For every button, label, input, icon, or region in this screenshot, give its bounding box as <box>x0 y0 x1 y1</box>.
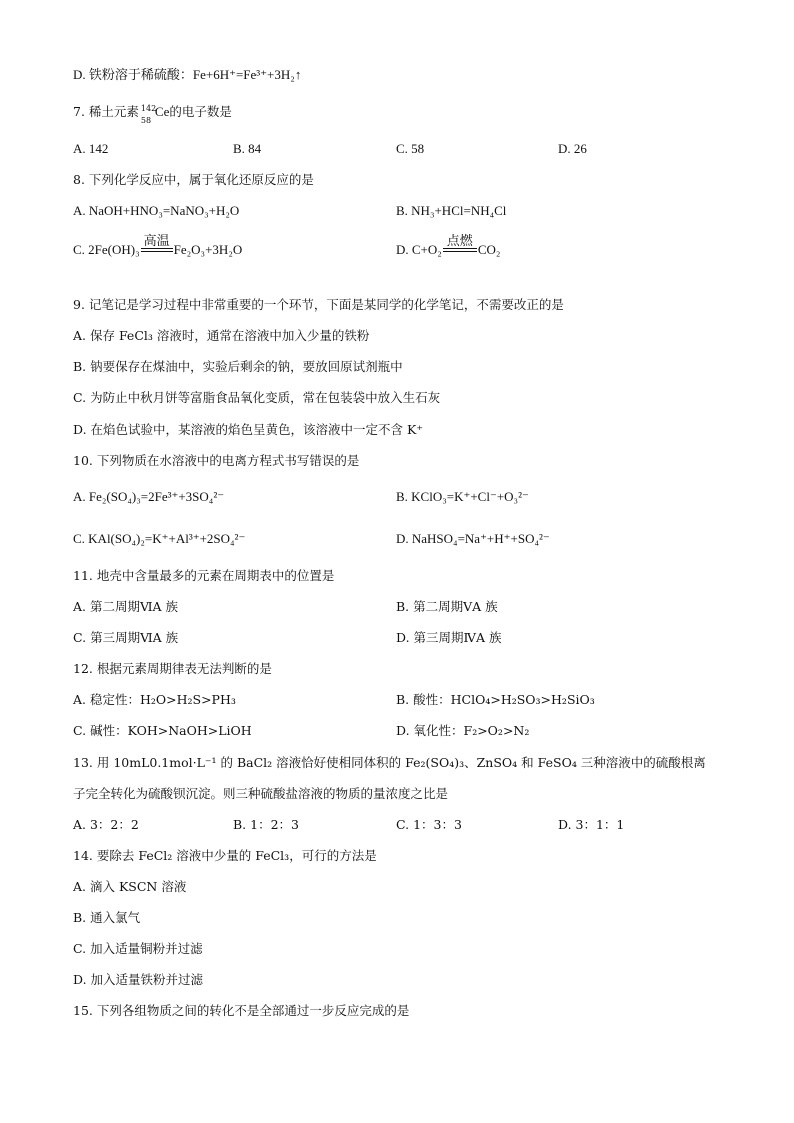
q11-option-b: B. 第二周期ⅤA 族 <box>396 599 498 614</box>
q8-c-condition <box>140 234 174 259</box>
q7-stem <box>73 103 232 125</box>
q8-option-c <box>73 234 242 259</box>
q8-d-condition <box>442 234 478 259</box>
q11-stem: 11. 地壳中含量最多的元素在周期表中的位置是 <box>73 568 335 583</box>
q7-mass-number: 142 <box>140 104 157 113</box>
q7-option-d: D. 26 <box>558 141 587 156</box>
q7-option-b: B. 84 <box>233 141 262 156</box>
q7-option-c: C. 58 <box>396 141 425 156</box>
q12-option-c: C. 碱性：KOH>NaOH>LiOH <box>73 723 252 738</box>
q11-option-d: D. 第三周期ⅣA 族 <box>396 630 502 645</box>
q14-stem: 14. 要除去 FeCl₂ 溶液中少量的 FeCl₃，可行的方法是 <box>73 848 377 863</box>
q7-nuclide <box>139 103 157 125</box>
q8-c-products: Fe₂O₃+3H₂O <box>173 242 243 257</box>
q13-option-d: D. 3：1：1 <box>558 817 625 832</box>
q7-option-a: A. 142 <box>73 141 109 156</box>
q10-stem: 10. 下列物质在水溶液中的电离方程式书写错误的是 <box>73 453 360 468</box>
q8-d-products: CO₂ <box>477 242 501 257</box>
q8-c-equals-sign <box>141 248 173 252</box>
q14-option-b: B. 通入氯气 <box>73 910 141 925</box>
q14-option-c: C. 加入适量铜粉并过滤 <box>73 941 203 956</box>
q14-option-a: A. 滴入 KSCN 溶液 <box>73 879 187 894</box>
q12-option-a: A. 稳定性：H₂O>H₂S>PH₃ <box>73 692 236 707</box>
q9-stem: 9. 记笔记是学习过程中非常重要的一个环节，下面是某同学的化学笔记，不需要改正的是 <box>73 297 564 312</box>
q10-option-d: D. NaHSO₄=Na⁺+H⁺+SO₄²⁻ <box>396 531 550 546</box>
q9-option-a: A. 保存 FeCl₃ 溶液时，通常在溶液中加入少量的铁粉 <box>73 328 370 343</box>
q7-symbol: Ce <box>154 104 170 119</box>
q9-option-b: B. 钠要保存在煤油中，实验后剩余的钠，要放回原试剂瓶中 <box>73 359 403 374</box>
q6-option-d: D. 铁粉溶于稀硫酸：Fe+6H⁺=Fe³⁺+3H₂↑ <box>73 67 302 82</box>
q11-option-c: C. 第三周期ⅥA 族 <box>73 630 179 645</box>
q12-option-b: B. 酸性：HClO₄>H₂SO₃>H₂SiO₃ <box>396 692 595 707</box>
q8-option-a: A. NaOH+HNO₃=NaNO₃+H₂O <box>73 203 240 218</box>
q8-d-reactants: D. C+O₂ <box>396 242 442 257</box>
q7-stem-suffix: 的电子数是 <box>169 104 232 119</box>
q9-option-d: D. 在焰色试验中，某溶液的焰色呈黄色，该溶液中一定不含 K⁺ <box>73 422 423 437</box>
q10-option-a: A. Fe₂(SO₄)₃=2Fe³⁺+3SO₄²⁻ <box>73 489 225 504</box>
q8-d-equals-sign <box>443 248 477 252</box>
q13-stem-line2: 子完全转化为硫酸钡沉淀。则三种硫酸盐溶液的物质的量浓度之比是 <box>73 786 449 801</box>
q8-option-d <box>396 234 500 259</box>
q14-option-d: D. 加入适量铁粉并过滤 <box>73 972 204 987</box>
q15-stem: 15. 下列各组物质之间的转化不是全部通过一步反应完成的是 <box>73 1003 410 1018</box>
q10-option-b: B. KClO₃=K⁺+Cl⁻+O₃²⁻ <box>396 489 529 504</box>
q13-stem-line1: 13. 用 10mL0.1mol·L⁻¹ 的 BaCl₂ 溶液恰好使相同体积的 Fe₂(SO₄)₃、ZnSO₄ 和 FeSO₄ 三种溶液中的硫酸根离 <box>73 755 706 770</box>
q11-option-a: A. 第二周期ⅥA 族 <box>73 599 179 614</box>
q8-d-condition-label: 点燃 <box>446 233 473 248</box>
q8-c-reactants: C. 2Fe(OH)₃ <box>73 242 140 257</box>
q9-option-c: C. 为防止中秋月饼等富脂食品氧化变质，常在包装袋中放入生石灰 <box>73 390 441 405</box>
q12-stem: 12. 根据元素周期律表无法判断的是 <box>73 661 272 676</box>
q8-c-condition-label: 高温 <box>143 233 170 248</box>
q13-option-b: B. 1：2：3 <box>233 817 299 832</box>
q13-option-c: C. 1：3：3 <box>396 817 462 832</box>
q8-stem: 8. 下列化学反应中，属于氧化还原反应的是 <box>73 172 314 187</box>
q10-option-c: C. KAl(SO₄)₂=K⁺+Al³⁺+2SO₄²⁻ <box>73 531 246 546</box>
q13-option-a: A. 3：2：2 <box>73 817 139 832</box>
q7-atomic-number: 58 <box>140 116 152 125</box>
q12-option-d: D. 氧化性：F₂>O₂>N₂ <box>396 723 530 738</box>
q7-stem-prefix: 7. 稀土元素 <box>73 104 139 119</box>
q8-option-b: B. NH₃+HCl=NH₄Cl <box>396 203 507 218</box>
